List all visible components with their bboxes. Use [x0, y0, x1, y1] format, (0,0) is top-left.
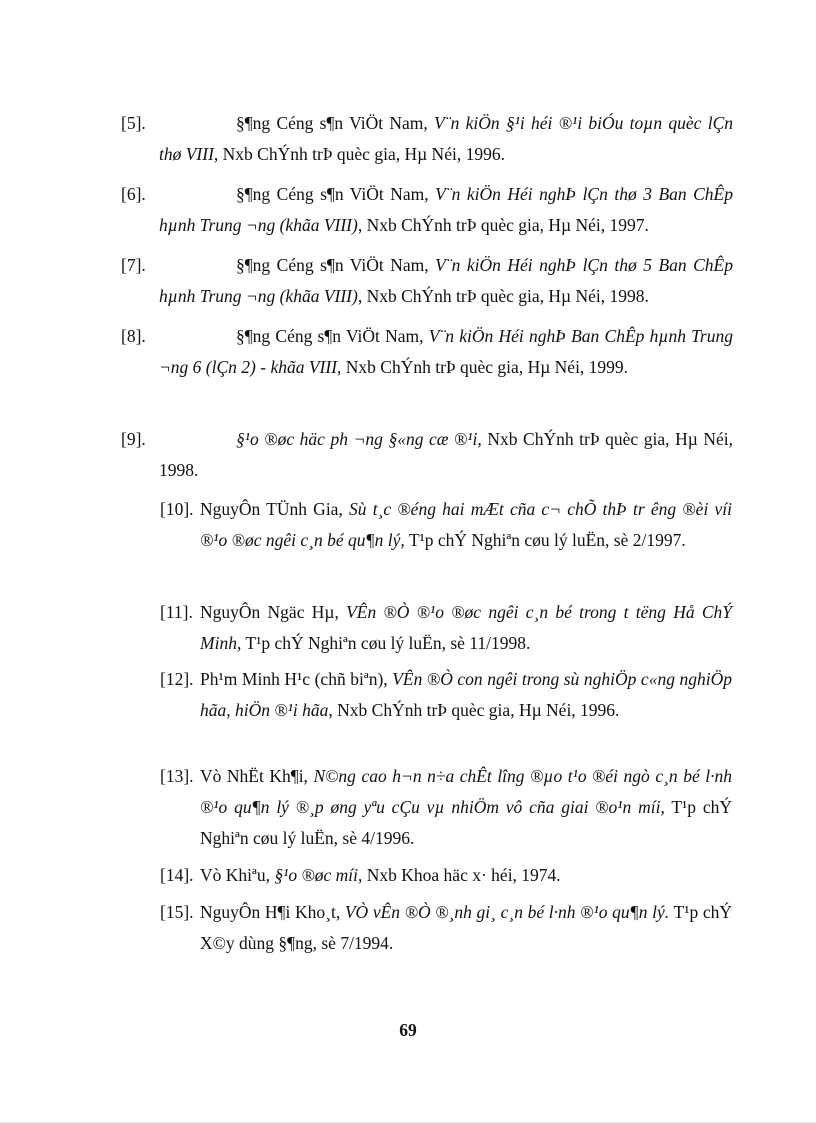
reference-number: [8].: [121, 326, 146, 346]
reference-text: [160, 761, 732, 854]
reference-number: [11].: [160, 602, 193, 622]
reference-author: Vò NhËt Kh¶i,: [200, 766, 314, 786]
reference-publisher: , T¹p chÝ Nghiªn cøu lý luËn, sè 11/1998.: [236, 633, 531, 653]
reference-text: [121, 424, 733, 486]
reference-author: NguyÔn H¶i Kho¸t,: [200, 902, 345, 922]
reference-text: [121, 250, 733, 312]
reference-item: [160, 860, 732, 891]
reference-title: VÊn ®Ò ®¹o ®øc ngêi c¸n bé trong t tëng Hå ChÝ Minh: [200, 602, 733, 653]
reference-title: V¨n kiÖn Héi nghÞ lÇn thø 5 Ban ChÊp hµnh Trung ¬ng (khãa VIII): [159, 255, 733, 306]
reference-author: §¶ng Céng s¶n ViÖt Nam,: [236, 113, 435, 133]
reference-item: [160, 761, 732, 854]
reference-text: [160, 664, 732, 726]
reference-item: [121, 179, 733, 241]
reference-text: [160, 897, 732, 959]
reference-title: V¨n kiÖn §¹i héi ®¹i biÓu toµn quèc lÇn thø VIII: [159, 113, 733, 164]
reference-author: §¶ng Céng s¶n ViÖt Nam,: [236, 255, 436, 275]
reference-item: [160, 664, 732, 726]
reference-title: VÒ vÊn ®Ò ®¸nh gi¸ c¸n bé l·nh ®¹o qu¶n lý.: [344, 902, 670, 922]
reference-number: [13].: [160, 766, 194, 786]
reference-publisher: T¹p chÝ X©y dùng §¶ng, sè 7/1994.: [200, 902, 732, 953]
reference-publisher: , Nxb ChÝnh trÞ quèc gia, Hµ Néi, 1999.: [337, 357, 629, 377]
reference-title: Sù t¸c ®éng hai mÆt cña c¬ chÕ thÞ tr êng ®èi víi ®¹o ®øc ngêi c¸n bé qu¶n lý,: [200, 499, 732, 550]
reference-item: [160, 494, 732, 556]
reference-title: V¨n kiÖn Héi nghÞ lÇn thø 3 Ban ChÊp hµnh Trung ¬ng (khãa VIII): [159, 184, 733, 235]
reference-text: [160, 597, 732, 659]
reference-publisher: , Nxb ChÝnh trÞ quèc gia, Hµ Néi, 1997.: [357, 215, 649, 235]
reference-publisher: , Nxb ChÝnh trÞ quèc gia, Hµ Néi, 1998.: [357, 286, 649, 306]
reference-publisher: T¹p chÝ Nghiªn cøu lý luËn, sè 2/1997.: [404, 530, 686, 550]
reference-number: [15].: [160, 902, 194, 922]
reference-author: Ph¹m Minh H¹c (chñ biªn),: [200, 669, 393, 689]
reference-title: §¹o ®øc míi: [274, 865, 359, 885]
reference-author: NguyÔn Ngäc Hµ,: [200, 602, 347, 622]
reference-publisher: , T¹p chÝ Nghiªn cøu lý luËn, sè 4/1996.: [200, 797, 732, 848]
reference-number: [12].: [160, 669, 194, 689]
page-number: 69: [399, 1020, 417, 1040]
reference-title: §¹o ®øc häc ph ¬ng §«ng cæ ®¹i: [236, 429, 478, 449]
reference-text: [160, 494, 732, 556]
reference-author: NguyÔn TÜnh Gia,: [200, 499, 350, 519]
reference-text: [121, 179, 733, 241]
reference-publisher: , Nxb ChÝnh trÞ quèc gia, Hµ Néi, 1996.: [328, 700, 620, 720]
reference-item: [160, 897, 732, 959]
reference-author: Vò Khiªu,: [200, 865, 275, 885]
reference-publisher: , Nxb ChÝnh trÞ quèc gia, Hµ Néi, 1998.: [159, 429, 733, 480]
reference-text: [121, 108, 733, 170]
reference-number: [10].: [160, 499, 194, 519]
reference-title: VÊn ®Ò con ngêi trong sù nghiÖp c«ng nghiÖp hãa, hiÖn ®¹i hãa: [200, 669, 733, 720]
reference-item: [121, 108, 733, 170]
reference-text: [160, 860, 732, 891]
reference-publisher: , Nxb Khoa häc x· héi, 1974.: [358, 865, 561, 885]
reference-number: [7].: [121, 255, 146, 275]
reference-number: [14].: [160, 865, 194, 885]
reference-item: [160, 597, 732, 659]
reference-publisher: , Nxb ChÝnh trÞ quèc gia, Hµ Néi, 1996.: [213, 144, 505, 164]
reference-item: [121, 424, 733, 486]
reference-number: [9].: [121, 429, 146, 449]
reference-title: N©ng cao h¬n n÷a chÊt lîng ®µo t¹o ®éi ngò c¸n bé l·nh ®¹o qu¶n lý ®¸p øng yªu cÇu vµ nhiÖm vô cña giai ®o¹n míi: [200, 766, 732, 817]
reference-item: [121, 250, 733, 312]
reference-author: §¶ng Céng s¶n ViÖt Nam,: [236, 326, 429, 346]
reference-text: [121, 321, 733, 383]
reference-item: [121, 321, 733, 383]
reference-author: §¶ng Céng s¶n ViÖt Nam,: [236, 184, 436, 204]
reference-title: V¨n kiÖn Héi nghÞ Ban ChÊp hµnh Trung ¬ng 6 (lÇn 2) - khãa VIII: [159, 326, 733, 377]
reference-number: [6].: [121, 184, 146, 204]
reference-number: [5].: [121, 113, 146, 133]
